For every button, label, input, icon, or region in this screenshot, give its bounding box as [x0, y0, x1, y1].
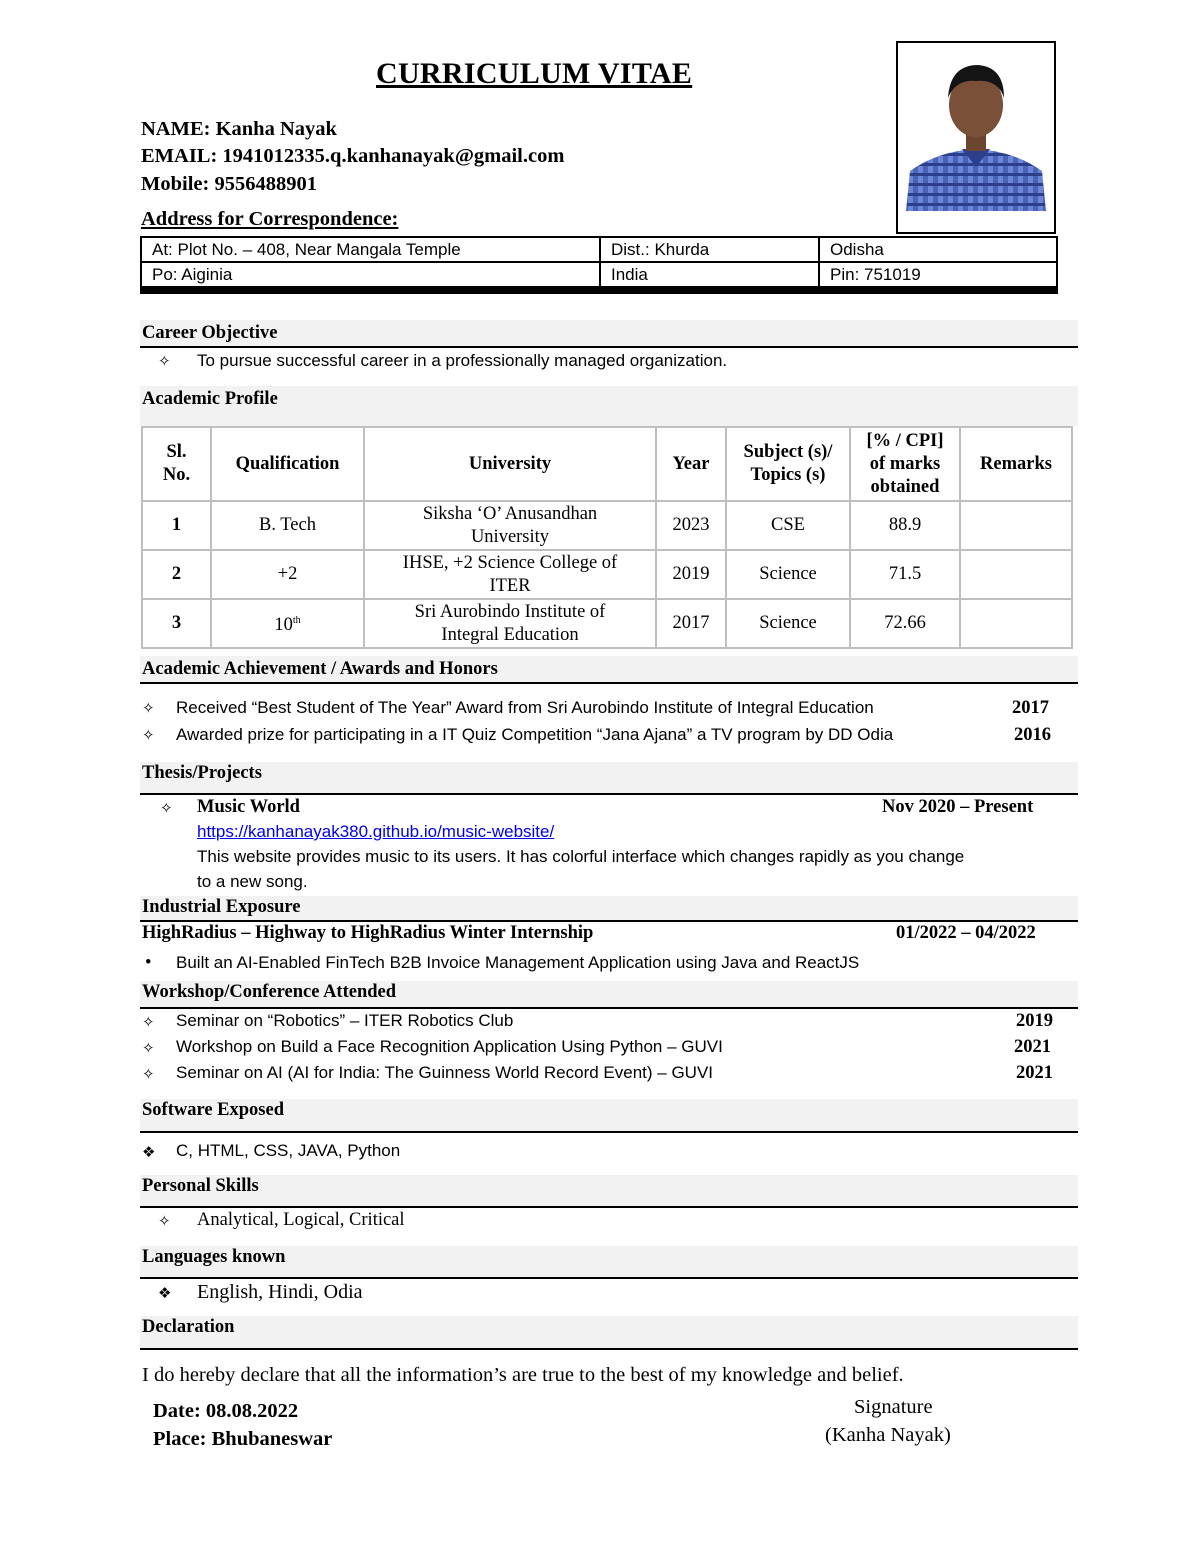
section-heading: Software Exposed	[142, 1100, 285, 1120]
project-description-cont: to a new song.	[197, 872, 308, 891]
col-subject: Subject (s)/ Topics (s)	[726, 427, 850, 501]
col-remarks: Remarks	[960, 427, 1072, 501]
award-year: 2016	[1014, 725, 1051, 745]
internship-date: 01/2022 – 04/2022	[896, 923, 1036, 943]
workshop-year: 2019	[1016, 1011, 1053, 1031]
col-marks: [% / CPI] of marks obtained	[850, 427, 960, 501]
cell-marks: 71.5	[850, 550, 960, 599]
pin-code: Pin: 751019	[819, 262, 1057, 287]
cell-subject: Science	[726, 599, 850, 648]
cell-qualification: B. Tech	[211, 501, 364, 550]
country: India	[600, 262, 819, 287]
diamond-bullet-icon: ✧	[142, 699, 155, 717]
award-item: Received “Best Student of The Year” Award from Sri Aurobindo Institute of Integral Education	[176, 698, 874, 717]
section-projects	[140, 762, 1078, 795]
footer-date: Date: 08.08.2022	[153, 1400, 299, 1422]
cell-sl: 2	[142, 550, 211, 599]
address-divider	[140, 288, 1058, 294]
cell-university: Sri Aurobindo Institute of Integral Education	[364, 599, 656, 648]
workshop-year: 2021	[1014, 1037, 1051, 1057]
cell-subject: Science	[726, 550, 850, 599]
diamond-bullet-icon: ✧	[142, 1013, 155, 1031]
section-declaration	[140, 1316, 1078, 1350]
section-heading: Thesis/Projects	[142, 763, 262, 783]
academic-table	[141, 426, 1073, 649]
declaration-text: I do hereby declare that all the information’s are true to the best of my knowledge and belief.	[142, 1364, 904, 1386]
section-languages	[140, 1246, 1078, 1279]
address-table	[140, 236, 1058, 288]
signature-label: Signature	[854, 1396, 933, 1418]
diamond-bullet-icon: ✧	[142, 1065, 155, 1083]
award-year: 2017	[1012, 698, 1049, 718]
cell-year: 2017	[656, 599, 726, 648]
section-heading: Languages known	[142, 1247, 286, 1267]
project-description: This website provides music to its users. It has colorful interface which changes rapidly as you change	[197, 847, 965, 866]
profile-photo	[896, 41, 1056, 234]
diamond-bullet-icon: ❖	[142, 1143, 156, 1161]
table-row	[141, 237, 1057, 262]
workshop-item: Seminar on AI (AI for India: The Guinness World Record Event) – GUVI	[176, 1063, 714, 1082]
cell-university: IHSE, +2 Science College of ITER	[364, 550, 656, 599]
section-career-objective	[140, 320, 1078, 348]
career-objective-text: To pursue successful career in a professionally managed organization.	[197, 351, 728, 370]
project-link[interactable]: https://kanhanayak380.github.io/music-website/	[197, 822, 555, 841]
col-sl-no: Sl. No.	[142, 427, 211, 501]
section-academic-profile	[140, 386, 1078, 426]
table-row	[142, 550, 1072, 599]
footer-place: Place: Bhubaneswar	[153, 1428, 333, 1450]
cell-remarks	[960, 550, 1072, 599]
languages-list: English, Hindi, Odia	[197, 1281, 363, 1303]
signer-name: (Kanha Nayak)	[825, 1424, 951, 1446]
diamond-bullet-icon: ✧	[142, 726, 155, 744]
project-date: Nov 2020 – Present	[882, 797, 1034, 817]
col-qualification: Qualification	[211, 427, 364, 501]
project-name: Music World	[197, 797, 300, 817]
diamond-bullet-icon: ✧	[142, 1039, 155, 1057]
cell-remarks	[960, 501, 1072, 550]
workshop-year: 2021	[1016, 1063, 1053, 1083]
workshop-item: Workshop on Build a Face Recognition Application Using Python – GUVI	[176, 1037, 723, 1056]
page-title: CURRICULUM VITAE	[376, 57, 693, 90]
table-header-row	[142, 427, 1072, 501]
state: Odisha	[819, 237, 1057, 262]
person-portrait-icon	[898, 43, 1054, 232]
cell-university: Siksha ‘O’ Anusandhan University	[364, 501, 656, 550]
skills-list: Analytical, Logical, Critical	[197, 1210, 405, 1230]
table-row	[142, 599, 1072, 648]
name-line: NAME: Kanha Nayak	[141, 118, 337, 140]
section-workshops	[140, 981, 1078, 1009]
col-year: Year	[656, 427, 726, 501]
cell-marks: 88.9	[850, 501, 960, 550]
mobile-line: Mobile: 9556488901	[141, 173, 317, 195]
section-awards	[140, 656, 1078, 684]
section-heading: Academic Profile	[142, 389, 278, 409]
address-heading: Address for Correspondence:	[141, 208, 399, 230]
software-list: C, HTML, CSS, JAVA, Python	[176, 1141, 401, 1160]
cell-year: 2019	[656, 550, 726, 599]
col-university: University	[364, 427, 656, 501]
award-item: Awarded prize for participating in a IT Quiz Competition “Jana Ajana” a TV program by DD Odia	[176, 725, 894, 744]
district: Dist.: Khurda	[600, 237, 819, 262]
diamond-bullet-icon: ❖	[158, 1284, 172, 1302]
internship-item: Built an AI-Enabled FinTech B2B Invoice Management Application using Java and ReactJS	[176, 953, 860, 972]
cell-qualification: +2	[211, 550, 364, 599]
section-heading: Declaration	[142, 1317, 235, 1337]
cell-qualification: 10th	[211, 599, 364, 648]
section-heading: Personal Skills	[142, 1176, 259, 1196]
section-heading: Career Objective	[142, 323, 278, 343]
diamond-bullet-icon: ✧	[158, 1212, 171, 1230]
section-heading: Workshop/Conference Attended	[142, 982, 397, 1002]
section-skills	[140, 1175, 1078, 1208]
cell-year: 2023	[656, 501, 726, 550]
internship-title: HighRadius – Highway to HighRadius Winter Internship	[142, 923, 594, 943]
diamond-bullet-icon: ✧	[158, 352, 171, 370]
cell-sl: 1	[142, 501, 211, 550]
section-heading: Industrial Exposure	[142, 897, 301, 917]
table-row	[141, 262, 1057, 287]
section-heading: Academic Achievement / Awards and Honors	[142, 659, 498, 679]
email-line: EMAIL: 1941012335.q.kanhanayak@gmail.com	[141, 145, 565, 167]
cell-subject: CSE	[726, 501, 850, 550]
address-line-1: At: Plot No. – 408, Near Mangala Temple	[141, 237, 600, 262]
workshop-item: Seminar on “Robotics” – ITER Robotics Club	[176, 1011, 514, 1030]
cell-marks: 72.66	[850, 599, 960, 648]
dot-bullet-icon: •	[145, 953, 152, 973]
diamond-bullet-icon: ✧	[160, 799, 173, 817]
cell-remarks	[960, 599, 1072, 648]
post-office: Po: Aiginia	[141, 262, 600, 287]
table-row	[142, 501, 1072, 550]
section-software	[140, 1099, 1078, 1133]
cell-sl: 3	[142, 599, 211, 648]
section-industrial	[140, 896, 1078, 922]
